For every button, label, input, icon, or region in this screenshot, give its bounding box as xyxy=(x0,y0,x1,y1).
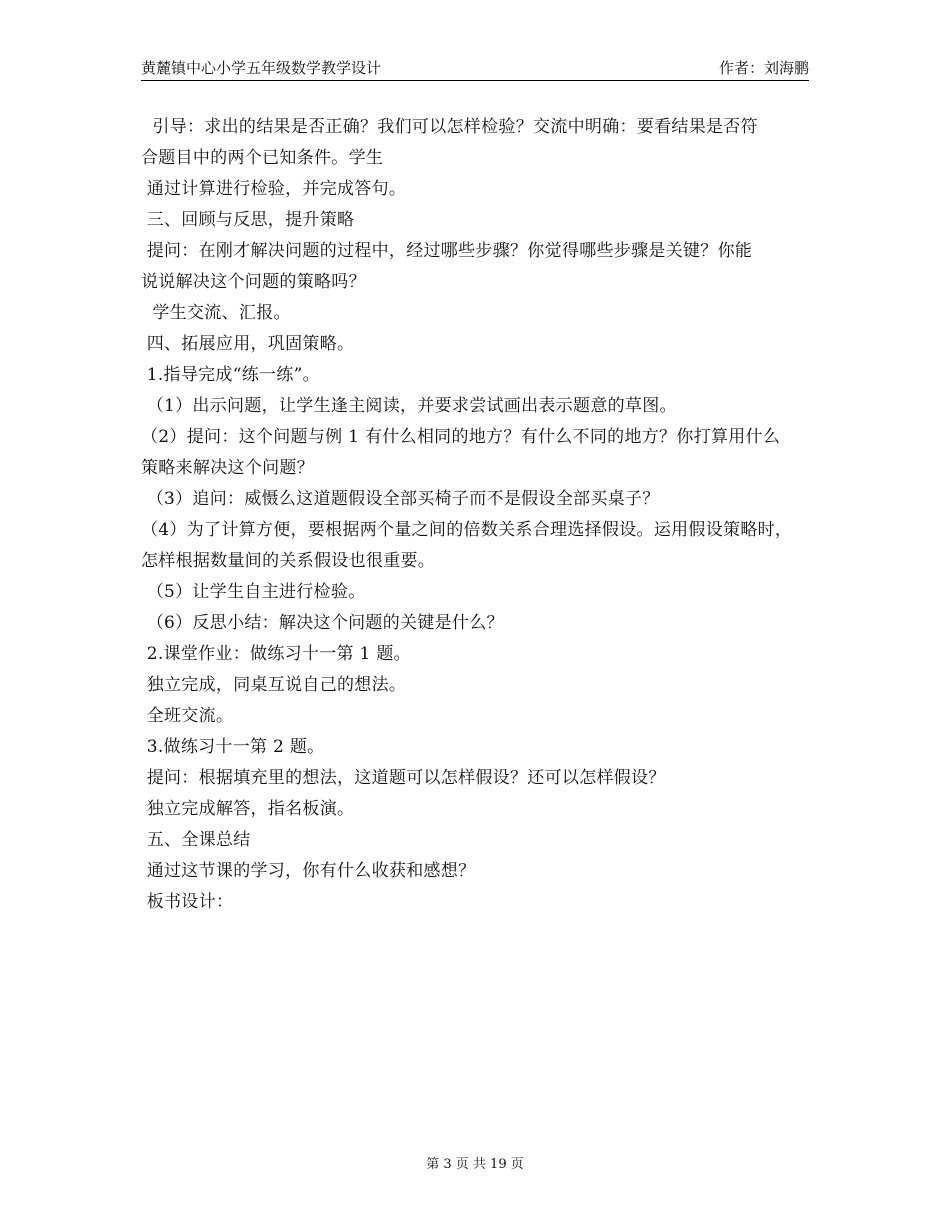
text-line: 板书设计： xyxy=(141,892,234,912)
text-line: （4）为了计算方便，要根据两个量之间的倍数关系合理选择假设。运用假设策略时， xyxy=(141,520,793,540)
page-number: 第 3 页 共 19 页 xyxy=(426,1157,524,1172)
page-header xyxy=(141,56,809,81)
text-line: 提问：根据填充里的想法，这道题可以怎样假设？还可以怎样假设？ xyxy=(141,768,666,788)
text-line: 2.课堂作业：做练习十一第 1 题。 xyxy=(141,644,411,664)
text-line: 说说解决这个问题的策略吗？ xyxy=(141,272,366,292)
text-line: （5）让学生自主进行检验。 xyxy=(141,582,366,602)
text-line: （6）反思小结：解决这个问题的关键是什么？ xyxy=(141,613,504,633)
text-line: 独立完成，同桌互说自己的想法。 xyxy=(141,675,407,695)
header-school-title: 黄麓镇中心小学五年级数学教学设计 xyxy=(141,59,382,77)
text-line: 四、拓展应用，巩固策略。 xyxy=(141,334,355,354)
text-line: 通过这节课的学习，你有什么收获和感想？ xyxy=(141,861,476,881)
text-line: 通过计算进行检验，并完成答句。 xyxy=(141,179,407,199)
text-line: 全班交流。 xyxy=(141,706,234,726)
text-line: 三、回顾与反思，提升策略 xyxy=(141,210,355,230)
text-line: 策略来解决这个问题？ xyxy=(141,458,314,478)
text-line: 1.指导完成“练一练”。 xyxy=(141,365,320,385)
text-line: （1）出示问题，让学生逢主阅读，并要求尝试画出表示题意的草图。 xyxy=(141,396,677,416)
page-footer xyxy=(0,1156,950,1174)
text-line: 合题目中的两个已知条件。学生 xyxy=(141,148,384,168)
text-line: 独立完成解答，指名板演。 xyxy=(141,799,355,819)
header-author: 作者：刘海鹏 xyxy=(718,59,809,77)
text-line: 3.做练习十一第 2 题。 xyxy=(141,737,325,757)
text-line: （2）提问：这个问题与例 1 有什么相同的地方？有什么不同的地方？你打算用什么 xyxy=(141,427,781,447)
text-line: 怎样根据数量间的关系假设也很重要。 xyxy=(141,551,436,571)
document-body xyxy=(141,112,813,918)
text-line: 五、全课总结 xyxy=(141,830,251,850)
text-line: （3）追问：威慑么这道题假设全部买椅子而不是假设全部买桌子？ xyxy=(141,489,660,509)
text-line: 学生交流、汇报。 xyxy=(141,303,291,323)
text-line: 引导：求出的结果是否正确？我们可以怎样检验？交流中明确：要看结果是否符 xyxy=(141,117,758,137)
text-line: 提问：在刚才解决问题的过程中，经过哪些步骤？你觉得哪些步骤是关键？你能 xyxy=(141,241,753,261)
